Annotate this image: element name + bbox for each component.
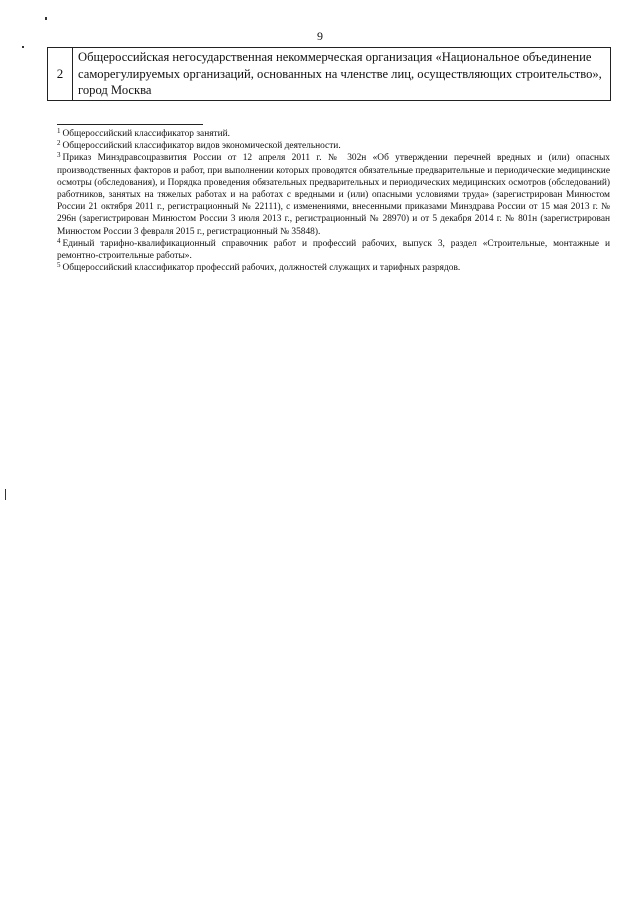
footnote-text: Единый тарифно-квалификационный справочник работ и профессий рабочих, выпуск 3, раздел «Строительные, монтажные и ремонтно-строительные работы». xyxy=(57,238,610,262)
footnote-1 xyxy=(57,128,610,140)
footnote-marker: 5 xyxy=(57,261,61,270)
organization-name-cell: Общероссийская негосударственная некоммерческая организация «Национальное объединение саморегулируемых организаций, основанных на членстве лиц, осуществляющих строительство», город Москва xyxy=(73,48,611,101)
footnote-marker: 2 xyxy=(57,139,61,148)
footnote-3 xyxy=(57,152,610,237)
page-number: 9 xyxy=(317,29,323,43)
footnote-2 xyxy=(57,140,610,152)
scan-speck xyxy=(22,46,24,48)
organization-table xyxy=(47,47,611,101)
footnote-text: Приказ Минздравсоцразвития России от 12 апреля 2011 г. № 302н «Об утверждении перечней вредных и (или) опасных производственных факторов и работ, при выполнении которых проводятся обязательные предварительные и периодические медицинские осмотры (обследования), и Порядка проведения обязательных предварительных и периодических медицинских осмотров (обследований) работников, занятых на тяжелых работах и на работах с вредными и (или) опасными условиями труда» (зарегистрирован Минюстом России 21 октября 2011 г., регистрационный № 22111), с изменениями, внесенными приказами Минздрава России от 15 мая 2013 г. № 296н (зарегистрирован Минюстом России 3 июля 2013 г., регистрационный № 28970) и от 5 декабря 2014 г. № 801н (зарегистрирован Минюстом России 3 февраля 2015 г., регистрационный № 35848). xyxy=(57,153,610,237)
footnote-marker: 1 xyxy=(57,127,61,135)
footnote-separator xyxy=(57,124,203,125)
footnote-5 xyxy=(57,262,610,274)
footnote-text: Общероссийский классификатор занятий. xyxy=(62,129,230,139)
footnotes-section xyxy=(57,128,610,274)
footnote-4 xyxy=(57,238,610,262)
footnote-marker: 4 xyxy=(57,236,61,245)
row-number-cell: 2 xyxy=(48,48,73,101)
scan-speck xyxy=(45,17,47,20)
scan-speck xyxy=(5,489,6,500)
footnote-marker: 3 xyxy=(57,151,61,160)
footnote-text: Общероссийский классификатор профессий рабочих, должностей служащих и тарифных разрядов. xyxy=(62,263,461,274)
footnote-text: Общероссийский классификатор видов экономической деятельности. xyxy=(62,141,341,152)
table-row xyxy=(48,48,611,101)
